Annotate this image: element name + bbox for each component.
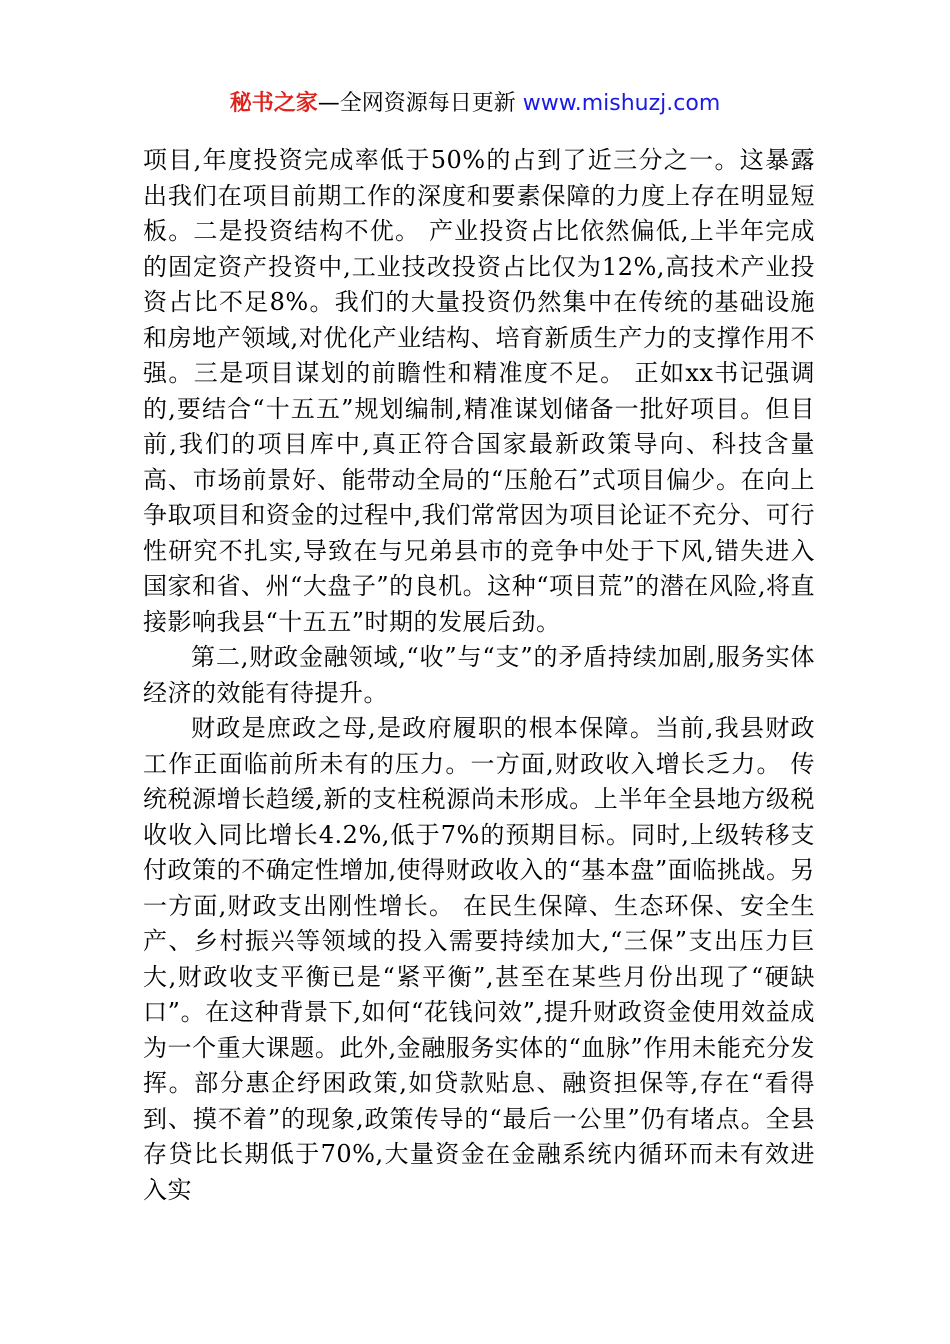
header-tagline: —全网资源每日更新 [317,91,523,116]
document-body [143,143,815,1208]
brand-name: 秘书之家 [229,91,318,116]
paragraph-continued: 项目,年度投资完成率低于50%的占到了近三分之一。这暴露出我们在项目前期工作的深度和要素保障的力度上存在明显短板。二是投资结构不优。 产业投资占比依然偏低,上半年完成的固定资产投资中,工业技改投资占比仅为12%,高技术产业投资占比不足8%。我们的大量投资仍然集中在传统的基础设施和房地产领域,对优化产业结构、培育新质生产力的支撑作用不强。三是项目谋划的前瞻性和精准度不足。 正如xx书记强调的,要结合“十五五”规划编制,精准谋划储备一批好项目。但目前,我们的项目库中,真正符合国家最新政策导向、科技含量高、市场前景好、能带动全局的“压舱石”式项目偏少。在向上争取项目和资金的过程中,我们常常因为项目论证不充分、可行性研究不扎实,导致在与兄弟县市的竞争中处于下风,错失进入国家和省、州“大盘子”的良机。这种“项目荒”的潜在风险,将直接影响我县“十五五”时期的发展后劲。 [143,146,815,636]
page-header [0,88,950,120]
website-url[interactable]: www.mishuzj.com [522,91,721,116]
paragraph-finance: 财政是庶政之母,是政府履职的根本保障。当前,我县财政工作正面临前所未有的压力。一方面,财政收入增长乏力。 传统税源增长趋缓,新的支柱税源尚未形成。上半年全县地方级税收收入同比增长4.2%,低于7%的预期目标。同时,上级转移支付政策的不确定性增加,使得财政收入的“基本盘”面临挑战。另一方面,财政支出刚性增长。 在民生保障、生态环保、安全生产、乡村振兴等领域的投入需要持续加大,“三保”支出压力巨大,财政收支平衡已是“紧平衡”,甚至在某些月份出现了“硬缺口”。在这种背景下,如何“花钱问效”,提升财政资金使用效益成为一个重大课题。此外,金融服务实体的“血脉”作用未能充分发挥。部分惠企纾困政策,如贷款贴息、融资担保等,存在“看得到、摸不着”的现象,政策传导的“最后一公里”仍有堵点。全县存贷比长期低于70%,大量资金在金融系统内循环而未有效进入实 [143,714,815,1204]
section-heading-finance: 第二,财政金融领域,“收”与“支”的矛盾持续加剧,服务实体经济的效能有待提升。 [143,643,815,707]
